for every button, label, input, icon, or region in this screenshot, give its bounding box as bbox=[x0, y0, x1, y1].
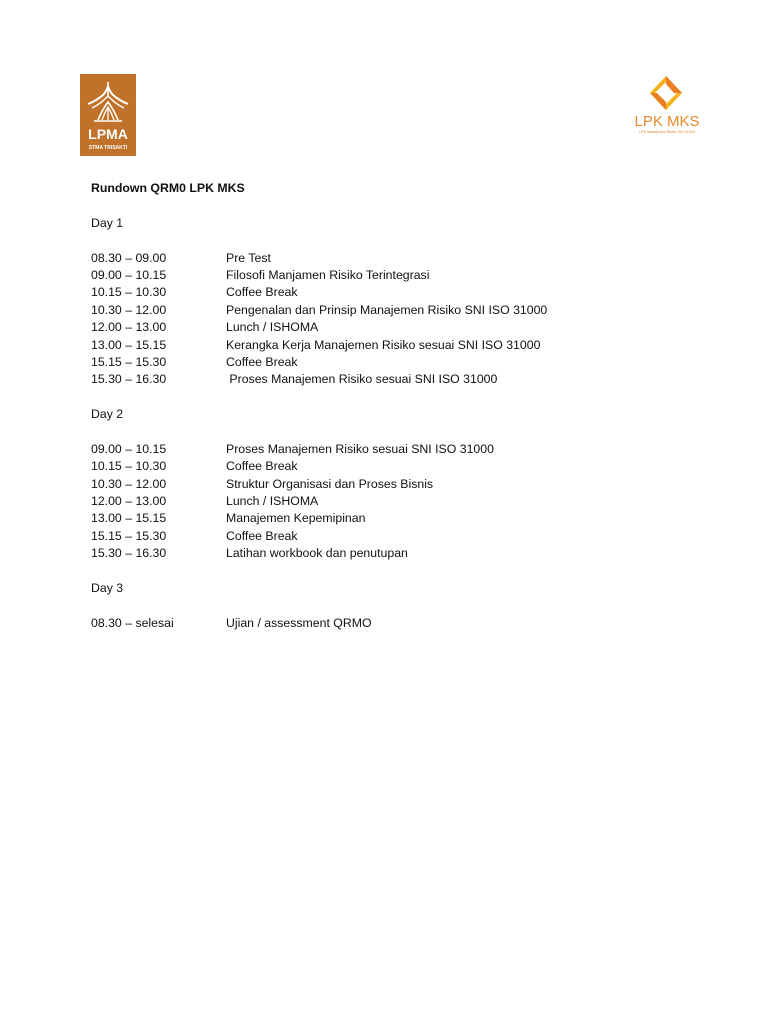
session-activity: Coffee Break bbox=[226, 285, 298, 300]
session-time: 10.15 – 10.30 bbox=[91, 459, 167, 474]
schedule-row bbox=[91, 284, 711, 301]
schedule-row bbox=[91, 267, 711, 284]
schedule-row bbox=[91, 493, 711, 510]
session-activity: Latihan workbook dan penutupan bbox=[226, 546, 408, 561]
schedule-row bbox=[91, 545, 711, 562]
session-activity: Coffee Break bbox=[226, 459, 298, 474]
session-activity: Ujian / assessment QRMO bbox=[226, 615, 372, 630]
lpma-logo bbox=[80, 74, 136, 156]
session-time: 09.00 – 10.15 bbox=[91, 267, 167, 282]
day-heading: Day 3 bbox=[91, 580, 124, 595]
document-title: Rundown QRM0 LPK MKS bbox=[91, 181, 245, 195]
lpma-logo-subtext: STMA TRISAKTI bbox=[88, 145, 128, 151]
session-activity: Pre Test bbox=[226, 250, 271, 265]
session-activity: Lunch / ISHOMA bbox=[226, 494, 319, 509]
session-time: 08.30 – 09.00 bbox=[91, 250, 167, 265]
schedule-row bbox=[91, 337, 711, 354]
lpk-mks-logo bbox=[626, 74, 708, 138]
day-heading: Day 2 bbox=[91, 407, 124, 422]
session-activity: Proses Manajemen Risiko sesuai SNI ISO 31000 bbox=[226, 441, 494, 456]
schedule-row bbox=[91, 441, 711, 458]
session-activity: Lunch / ISHOMA bbox=[226, 320, 319, 335]
schedule-row bbox=[91, 354, 711, 371]
schedule-row bbox=[91, 615, 711, 632]
schedule-row bbox=[91, 250, 711, 267]
schedule-row bbox=[91, 528, 711, 545]
session-activity: Coffee Break bbox=[226, 528, 298, 543]
session-time: 10.30 – 12.00 bbox=[91, 302, 167, 317]
session-time: 10.15 – 10.30 bbox=[91, 285, 167, 300]
schedule-row bbox=[91, 302, 711, 319]
lpk-mks-logo-subtext: LPK Manajemen Risiko ISO 31000 bbox=[639, 130, 695, 134]
lpk-mks-diamond-icon bbox=[626, 74, 708, 138]
lpma-emblem-icon bbox=[80, 74, 136, 156]
rundown-document bbox=[91, 180, 711, 632]
session-time: 12.00 – 13.00 bbox=[91, 494, 167, 509]
lpk-mks-logo-text: LPK MKS bbox=[634, 113, 700, 130]
schedule-row bbox=[91, 319, 711, 336]
session-activity: Manajemen Kepemipinan bbox=[226, 511, 366, 526]
session-activity: Coffee Break bbox=[226, 354, 298, 369]
session-time: 09.00 – 10.15 bbox=[91, 441, 167, 456]
schedule-row bbox=[91, 371, 711, 388]
session-activity: Pengenalan dan Prinsip Manajemen Risiko SNI ISO 31000 bbox=[226, 302, 548, 317]
lpma-logo-text: LPMA bbox=[88, 126, 128, 142]
session-time: 13.00 – 15.15 bbox=[91, 337, 167, 352]
schedule-row bbox=[91, 510, 711, 527]
session-time: 15.30 – 16.30 bbox=[91, 546, 167, 561]
session-time: 13.00 – 15.15 bbox=[91, 511, 167, 526]
session-time: 15.15 – 15.30 bbox=[91, 528, 167, 543]
session-time: 10.30 – 12.00 bbox=[91, 476, 167, 491]
day-heading: Day 1 bbox=[91, 215, 124, 230]
session-activity: Kerangka Kerja Manajemen Risiko sesuai SNI ISO 31000 bbox=[226, 337, 541, 352]
session-time: 15.30 – 16.30 bbox=[91, 372, 167, 387]
session-activity: Struktur Organisasi dan Proses Bisnis bbox=[226, 476, 434, 491]
session-time: 08.30 – selesai bbox=[91, 615, 174, 630]
session-activity: Filosofi Manjamen Risiko Terintegrasi bbox=[226, 267, 430, 282]
session-time: 12.00 – 13.00 bbox=[91, 320, 167, 335]
session-activity: Proses Manajemen Risiko sesuai SNI ISO 31000 bbox=[226, 372, 498, 387]
schedule-row bbox=[91, 476, 711, 493]
schedule-row bbox=[91, 458, 711, 475]
session-time: 15.15 – 15.30 bbox=[91, 354, 167, 369]
